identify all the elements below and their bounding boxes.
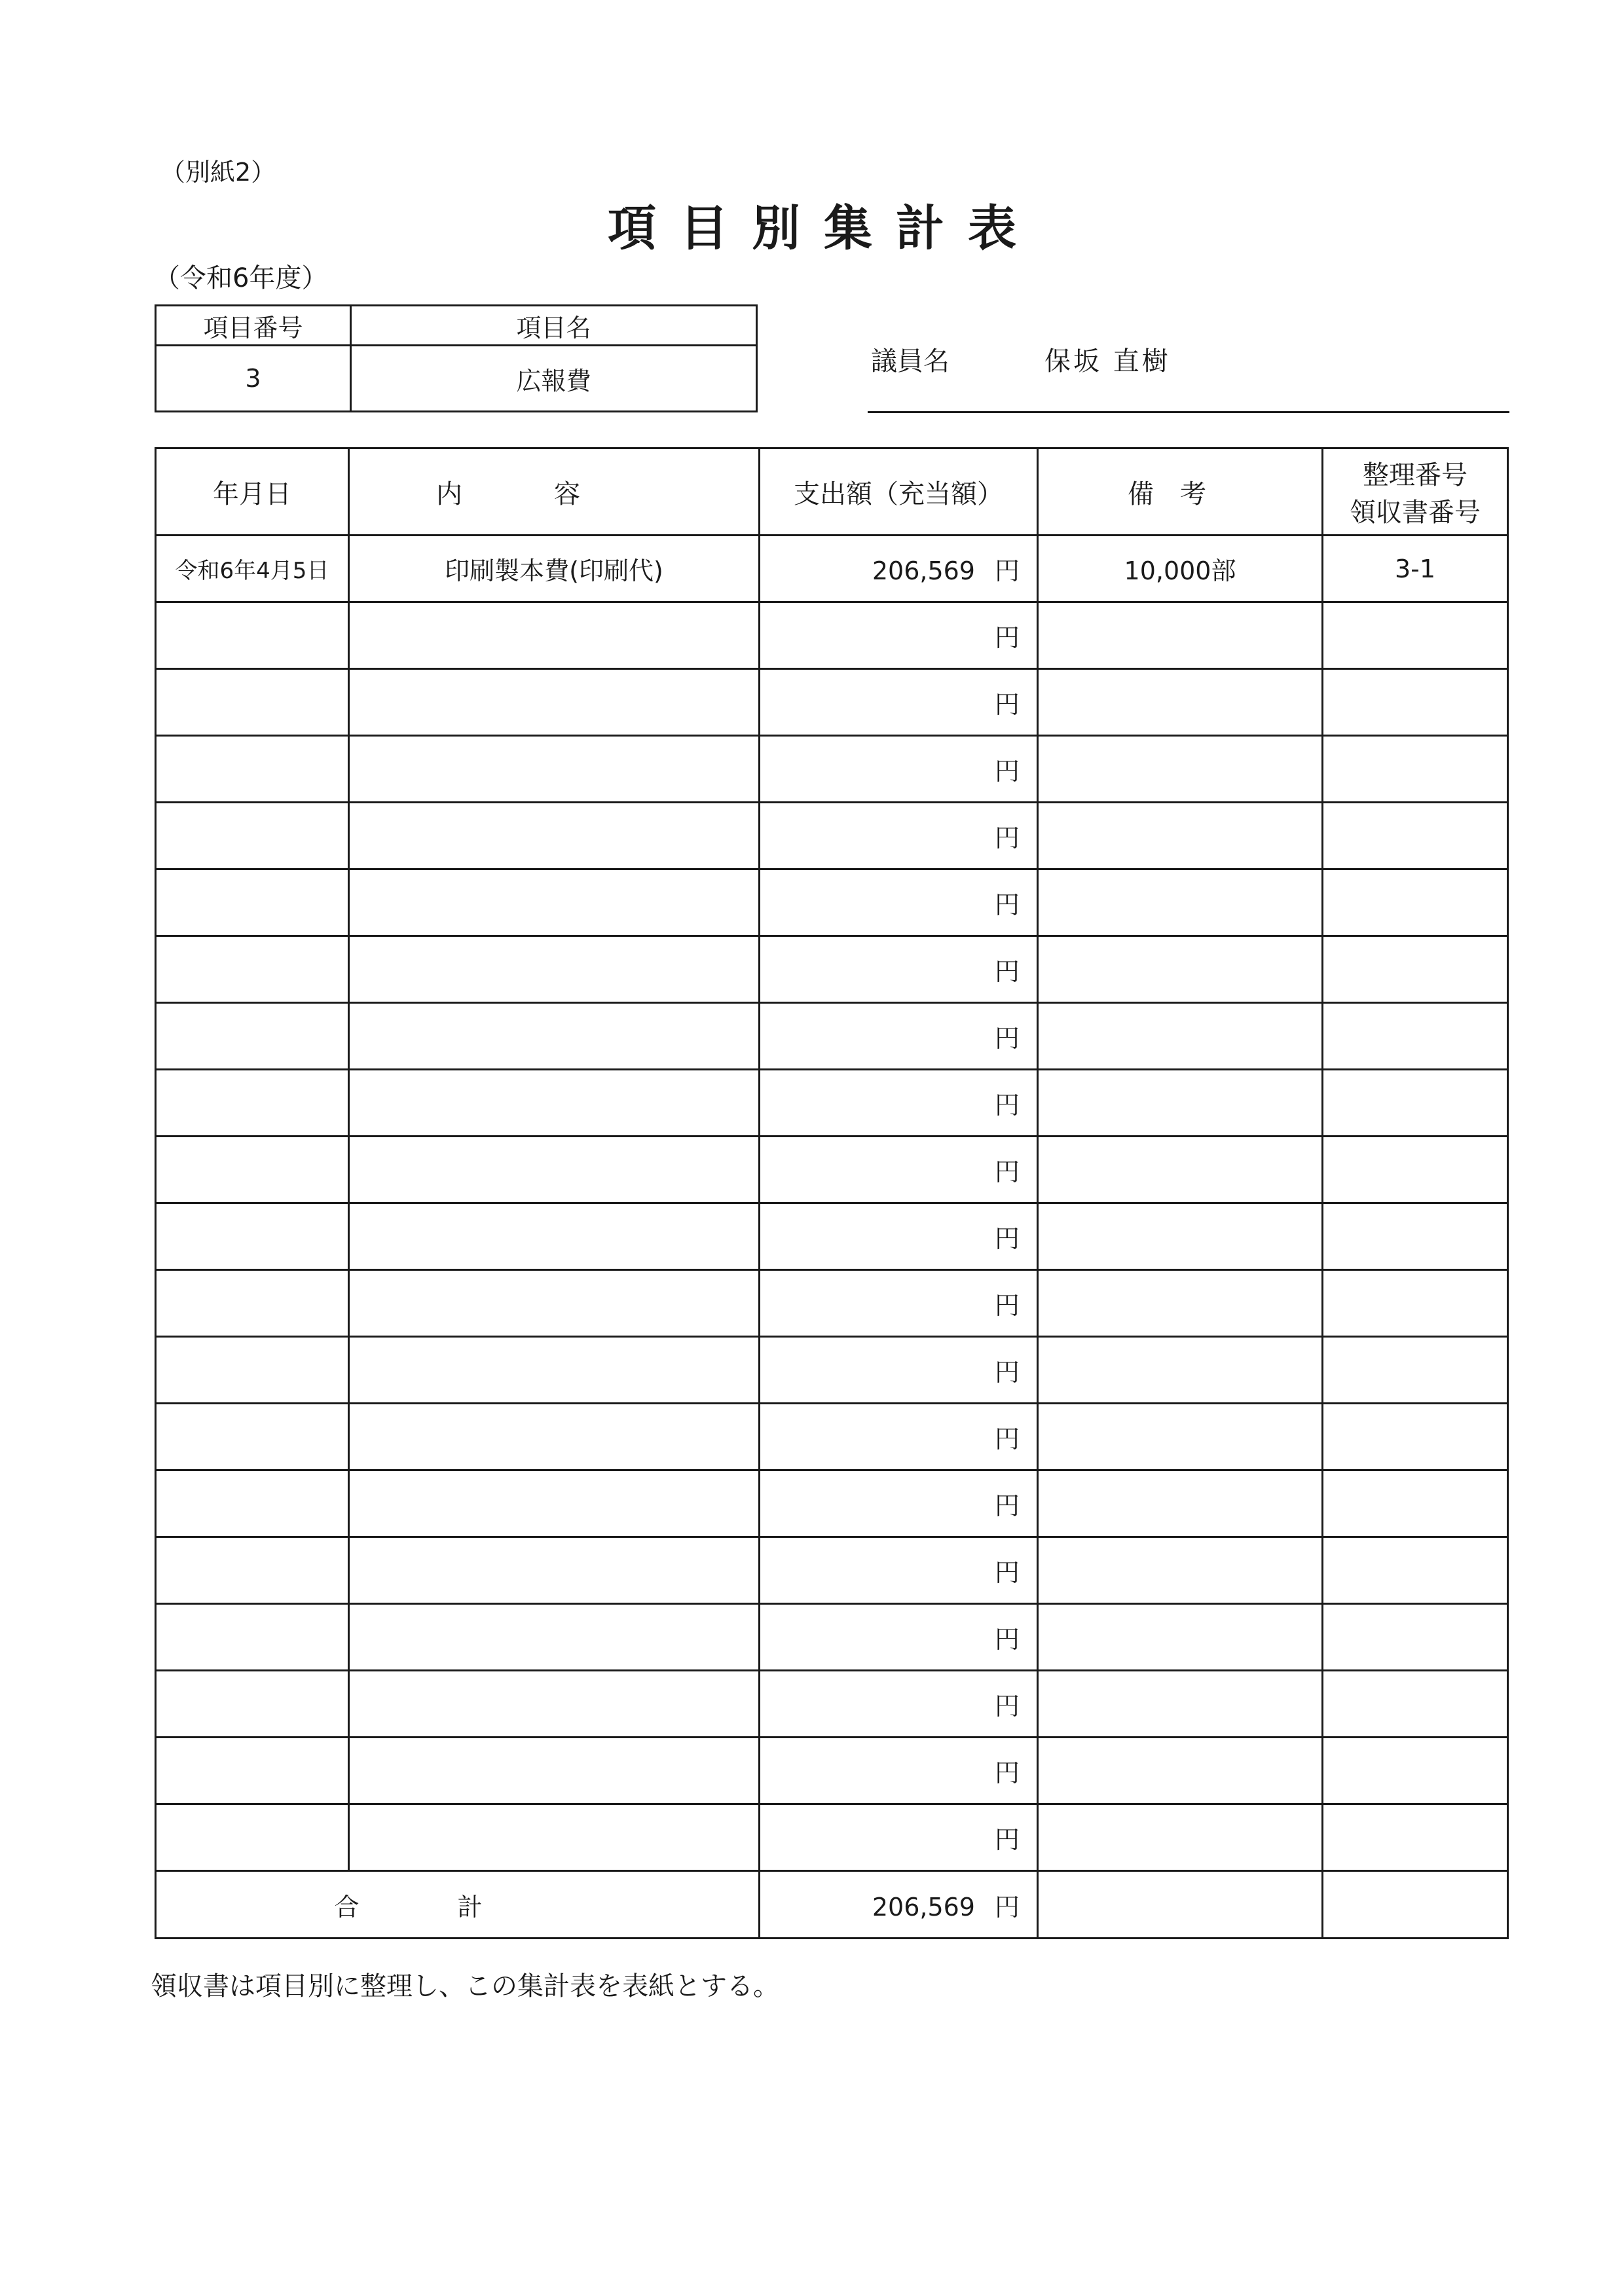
cell-date <box>156 602 349 669</box>
cell-remarks <box>1038 1337 1323 1404</box>
table-row <box>156 1337 1508 1404</box>
footnote: 領収書は項目別に整理し、この集計表を表紙とする。 <box>151 1971 779 2001</box>
member-underline <box>868 411 1509 413</box>
cell-receipt <box>1323 602 1508 669</box>
cell-receipt <box>1323 1537 1508 1604</box>
cell-amount <box>760 1537 1038 1604</box>
yen-unit: 円 <box>994 690 1020 719</box>
cell-receipt <box>1323 1470 1508 1537</box>
cell-remarks <box>1038 669 1323 736</box>
cell-receipt <box>1323 803 1508 869</box>
expense-table <box>155 447 1509 1939</box>
yen-unit: 円 <box>994 1558 1020 1587</box>
total-receipt <box>1323 1871 1508 1939</box>
header-receipt-line2: 領収書番号 <box>1350 498 1481 528</box>
cell-remarks <box>1038 602 1323 669</box>
yen-unit: 円 <box>994 1625 1020 1654</box>
yen-unit: 円 <box>994 1425 1020 1453</box>
yen-unit: 円 <box>994 1224 1020 1253</box>
table-row <box>156 1804 1508 1871</box>
cell-amount <box>760 1003 1038 1070</box>
amount-value: 206,569 <box>872 556 975 585</box>
cell-receipt <box>1323 1604 1508 1671</box>
cell-content <box>349 1537 760 1604</box>
member-label: 議員名 <box>871 346 950 376</box>
cell-remarks <box>1038 1137 1323 1203</box>
cell-content: 印刷製本費(印刷代) <box>349 536 760 602</box>
cell-remarks <box>1038 1070 1323 1137</box>
cell-content <box>349 1404 760 1470</box>
cell-amount <box>760 936 1038 1003</box>
cell-receipt <box>1323 1003 1508 1070</box>
cell-amount <box>760 1070 1038 1137</box>
header-receipt <box>1323 448 1508 536</box>
yen-unit: 円 <box>994 1024 1020 1053</box>
header-content: 内容 <box>349 448 760 536</box>
cell-receipt <box>1323 1070 1508 1137</box>
cell-date <box>156 1804 349 1871</box>
table-row <box>156 1404 1508 1470</box>
cell-date <box>156 1537 349 1604</box>
cell-receipt <box>1323 1671 1508 1738</box>
cell-content <box>349 1003 760 1070</box>
cell-date <box>156 1337 349 1404</box>
table-row <box>156 803 1508 869</box>
cell-amount <box>760 869 1038 936</box>
cell-date <box>156 1470 349 1537</box>
cell-amount <box>760 1671 1038 1738</box>
cell-remarks <box>1038 869 1323 936</box>
yen-unit: 円 <box>994 1291 1020 1320</box>
cell-receipt <box>1323 1270 1508 1337</box>
yen-unit: 円 <box>994 1491 1020 1520</box>
total-amount <box>760 1871 1038 1939</box>
cell-date <box>156 1137 349 1203</box>
cell-receipt: 3-1 <box>1323 536 1508 602</box>
yen-unit: 円 <box>994 757 1020 786</box>
page-title: 項目別集計表 <box>608 200 1040 257</box>
table-row <box>156 1270 1508 1337</box>
table-header-row <box>156 448 1508 536</box>
cell-remarks <box>1038 1003 1323 1070</box>
total-amount-value: 206,569 <box>872 1892 975 1922</box>
table-row <box>156 1137 1508 1203</box>
total-label: 合計 <box>156 1871 760 1939</box>
yen-unit: 円 <box>994 890 1020 919</box>
cell-content <box>349 803 760 869</box>
cell-content <box>349 1604 760 1671</box>
cell-remarks <box>1038 803 1323 869</box>
cell-amount <box>760 803 1038 869</box>
table-row <box>156 1537 1508 1604</box>
cell-remarks <box>1038 1537 1323 1604</box>
cell-remarks <box>1038 1404 1323 1470</box>
cell-content <box>349 1337 760 1404</box>
cell-date <box>156 1604 349 1671</box>
cell-date <box>156 1404 349 1470</box>
cell-amount <box>760 1404 1038 1470</box>
cell-amount <box>760 1470 1038 1537</box>
cell-date: 令和6年4月5日 <box>156 536 349 602</box>
cell-amount <box>760 1203 1038 1270</box>
cell-amount <box>760 736 1038 803</box>
cell-remarks <box>1038 1203 1323 1270</box>
table-row <box>156 1470 1508 1537</box>
yen-unit: 円 <box>994 1758 1020 1787</box>
cell-content <box>349 1070 760 1137</box>
cell-content <box>349 1470 760 1537</box>
cell-date <box>156 736 349 803</box>
cell-date <box>156 869 349 936</box>
yen-unit: 円 <box>994 1692 1020 1721</box>
table-row <box>156 1203 1508 1270</box>
table-row <box>156 536 1508 602</box>
cell-receipt <box>1323 1137 1508 1203</box>
cell-amount <box>760 1137 1038 1203</box>
header-remarks: 備考 <box>1038 448 1323 536</box>
cell-remarks <box>1038 1804 1323 1871</box>
table-row <box>156 736 1508 803</box>
cell-date <box>156 803 349 869</box>
table-row <box>156 1003 1508 1070</box>
yen-unit: 円 <box>994 1358 1020 1387</box>
cell-content <box>349 1270 760 1337</box>
cell-remarks: 10,000部 <box>1038 536 1323 602</box>
cell-remarks <box>1038 736 1323 803</box>
cell-amount <box>760 1738 1038 1804</box>
yen-unit: 円 <box>994 1091 1020 1120</box>
cell-remarks <box>1038 1671 1323 1738</box>
cell-date <box>156 1203 349 1270</box>
table-row <box>156 1604 1508 1671</box>
cell-remarks <box>1038 1604 1323 1671</box>
cell-content <box>349 936 760 1003</box>
cell-amount <box>760 1270 1038 1337</box>
cell-receipt <box>1323 1804 1508 1871</box>
cell-content <box>349 736 760 803</box>
fiscal-year: （令和6年度） <box>154 263 328 293</box>
cell-date <box>156 669 349 736</box>
cell-amount <box>760 536 1038 602</box>
cell-date <box>156 1270 349 1337</box>
item-table <box>155 304 758 412</box>
cell-date <box>156 1070 349 1137</box>
cell-remarks <box>1038 1738 1323 1804</box>
table-row <box>156 602 1508 669</box>
cell-amount <box>760 1804 1038 1871</box>
table-row <box>156 869 1508 936</box>
yen-unit: 円 <box>994 824 1020 852</box>
total-remarks <box>1038 1871 1323 1939</box>
yen-unit: 円 <box>994 1892 1020 1922</box>
cell-date <box>156 936 349 1003</box>
yen-unit: 円 <box>994 556 1020 585</box>
cell-content <box>349 1671 760 1738</box>
cell-content <box>349 1738 760 1804</box>
cell-content <box>349 602 760 669</box>
table-row <box>156 936 1508 1003</box>
yen-unit: 円 <box>994 957 1020 986</box>
cell-receipt <box>1323 669 1508 736</box>
yen-unit: 円 <box>994 623 1020 652</box>
cell-content <box>349 669 760 736</box>
cell-content <box>349 1137 760 1203</box>
item-name-value: 広報費 <box>351 346 757 412</box>
cell-receipt <box>1323 1404 1508 1470</box>
cell-amount <box>760 1337 1038 1404</box>
yen-unit: 円 <box>994 1825 1020 1854</box>
cell-amount <box>760 669 1038 736</box>
cell-amount <box>760 1604 1038 1671</box>
cell-content <box>349 1203 760 1270</box>
cell-receipt <box>1323 1337 1508 1404</box>
item-name-header: 項目名 <box>351 306 757 346</box>
cell-date <box>156 1738 349 1804</box>
cell-amount <box>760 602 1038 669</box>
member-name: 保坂 直樹 <box>1044 346 1171 376</box>
cell-remarks <box>1038 1270 1323 1337</box>
cell-remarks <box>1038 1470 1323 1537</box>
table-row <box>156 669 1508 736</box>
table-row <box>156 1738 1508 1804</box>
cell-content <box>349 869 760 936</box>
header-date: 年月日 <box>156 448 349 536</box>
table-row <box>156 1671 1508 1738</box>
header-receipt-line1: 整理番号 <box>1363 460 1467 490</box>
yen-unit: 円 <box>994 1157 1020 1186</box>
cell-receipt <box>1323 736 1508 803</box>
attachment-label: （別紙2） <box>160 158 276 187</box>
cell-date <box>156 1671 349 1738</box>
cell-receipt <box>1323 1203 1508 1270</box>
cell-content <box>349 1804 760 1871</box>
cell-remarks <box>1038 936 1323 1003</box>
cell-receipt <box>1323 936 1508 1003</box>
cell-date <box>156 1003 349 1070</box>
total-row <box>156 1871 1508 1939</box>
cell-receipt <box>1323 1738 1508 1804</box>
item-number-header: 項目番号 <box>156 306 351 346</box>
header-amount: 支出額（充当額） <box>760 448 1038 536</box>
item-number-value: 3 <box>156 346 351 412</box>
cell-receipt <box>1323 869 1508 936</box>
table-row <box>156 1070 1508 1137</box>
